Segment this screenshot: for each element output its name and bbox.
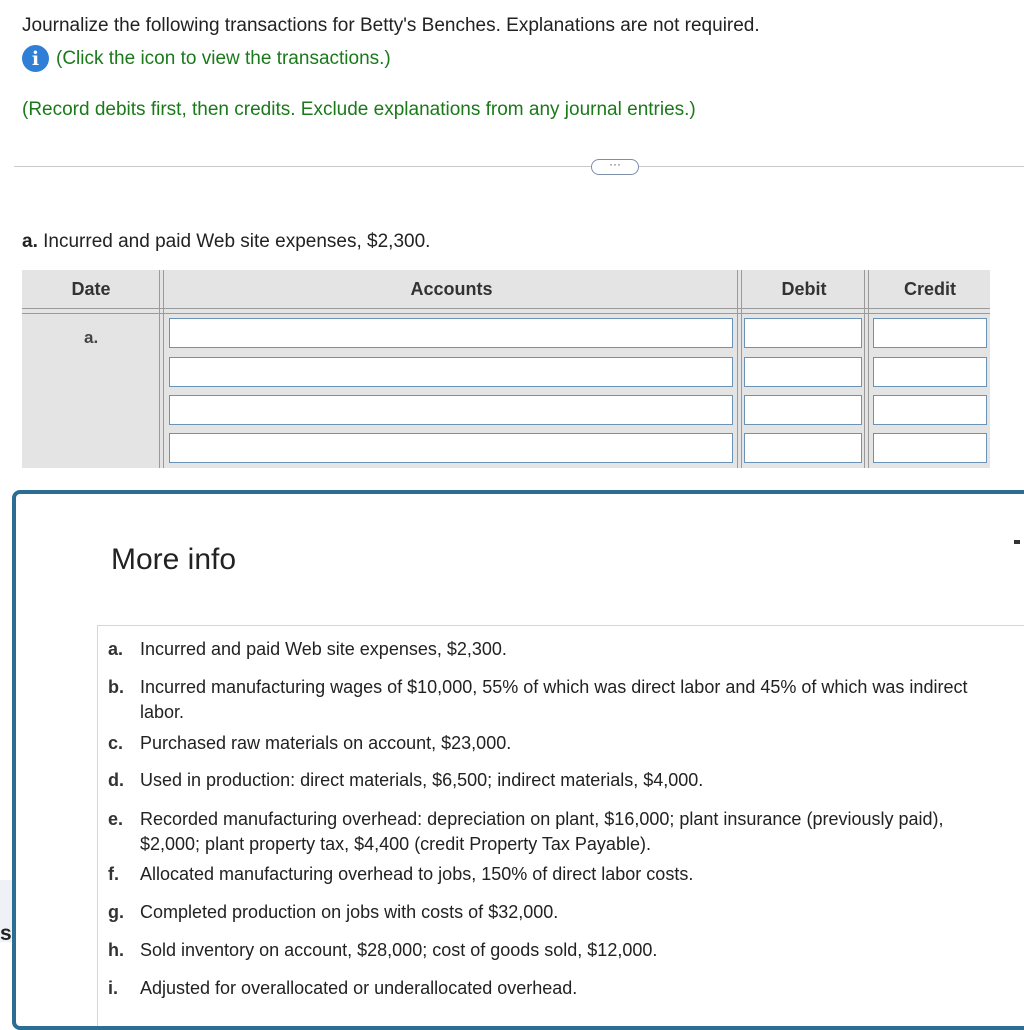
transaction-text: Adjusted for overallocated or underallocated overhead. — [140, 978, 578, 998]
instructions-text: Journalize the following transactions for Betty's Benches. Explanations are not required. — [22, 15, 760, 36]
transaction-letter: d. — [108, 770, 124, 790]
transaction-letter: e. — [108, 809, 124, 829]
info-icon[interactable]: i — [22, 45, 49, 72]
journal-entry-table — [22, 270, 990, 468]
transaction-letter: f. — [108, 864, 119, 884]
debit-header: Debit — [781, 278, 827, 299]
transaction-item — [108, 675, 988, 725]
transactions-list — [97, 625, 1024, 1026]
date-header: Date — [71, 278, 111, 299]
transaction-item — [108, 938, 988, 963]
transaction-item — [108, 862, 988, 887]
credit-header: Credit — [903, 278, 956, 299]
transaction-text: Purchased raw materials on account, $23,000. — [140, 733, 512, 753]
transaction-text: Sold inventory on account, $28,000; cost of goods sold, $12,000. — [140, 940, 658, 960]
column-separator — [159, 270, 164, 468]
transaction-letter: i. — [108, 978, 119, 998]
question-letter: a. — [22, 231, 38, 252]
transaction-text: Incurred manufacturing wages of $10,000, 55% of which was direct labor and 45% of which was indirect labor. — [140, 677, 968, 722]
transaction-text: Allocated manufacturing overhead to jobs, 150% of direct labor costs. — [140, 864, 694, 884]
record-note: (Record debits first, then credits. Exclude explanations from any journal entries.) — [22, 99, 696, 120]
transaction-text: Used in production: direct materials, $6,500; indirect materials, $4,000. — [140, 770, 704, 790]
transaction-item — [108, 731, 988, 756]
credit-input-4[interactable] — [873, 433, 987, 463]
expand-button[interactable]: ··· — [591, 159, 639, 175]
transaction-item — [108, 637, 988, 662]
transaction-letter: c. — [108, 733, 124, 753]
question-prompt — [22, 231, 430, 253]
accounts-header: Accounts — [410, 278, 493, 299]
transaction-text: Completed production on jobs with costs of $32,000. — [140, 902, 559, 922]
section-divider — [14, 166, 1024, 167]
column-separator — [737, 270, 742, 468]
transaction-item — [108, 807, 988, 857]
view-transactions-text[interactable]: (Click the icon to view the transactions.) — [56, 47, 391, 69]
account-input-2[interactable] — [169, 357, 733, 387]
transaction-letter: g. — [108, 902, 124, 922]
transaction-text: Incurred and paid Web site expenses, $2,300. — [140, 639, 507, 659]
account-input-3[interactable] — [169, 395, 733, 425]
transaction-letter: h. — [108, 940, 124, 960]
transaction-text: Recorded manufacturing overhead: depreciation on plant, $16,000; plant insurance (previously paid), $2,000; plant property tax, $4,400 (credit Property Tax Payable). — [140, 809, 944, 854]
header-separator — [22, 308, 990, 314]
entry-date-label: a. — [84, 328, 99, 347]
question-text: Incurred and paid Web site expenses, $2,300. — [37, 231, 431, 252]
transaction-item — [108, 900, 988, 925]
transaction-letter: a. — [108, 639, 124, 659]
view-transactions-link[interactable] — [22, 45, 391, 72]
debit-input-3[interactable] — [744, 395, 862, 425]
more-info-title: More info — [111, 543, 237, 576]
credit-input-3[interactable] — [873, 395, 987, 425]
credit-input-2[interactable] — [873, 357, 987, 387]
transaction-letter: b. — [108, 677, 124, 697]
debit-input-2[interactable] — [744, 357, 862, 387]
debit-input-1[interactable] — [744, 318, 862, 348]
credit-input-1[interactable] — [873, 318, 987, 348]
column-separator — [864, 270, 869, 468]
account-input-4[interactable] — [169, 433, 733, 463]
account-input-1[interactable] — [169, 318, 733, 348]
transaction-item — [108, 768, 988, 793]
more-info-dialog[interactable] — [12, 490, 1024, 1030]
transaction-item — [108, 976, 988, 1001]
background-text-fragment: s — [0, 922, 12, 945]
minimize-icon[interactable] — [1014, 540, 1020, 544]
debit-input-4[interactable] — [744, 433, 862, 463]
